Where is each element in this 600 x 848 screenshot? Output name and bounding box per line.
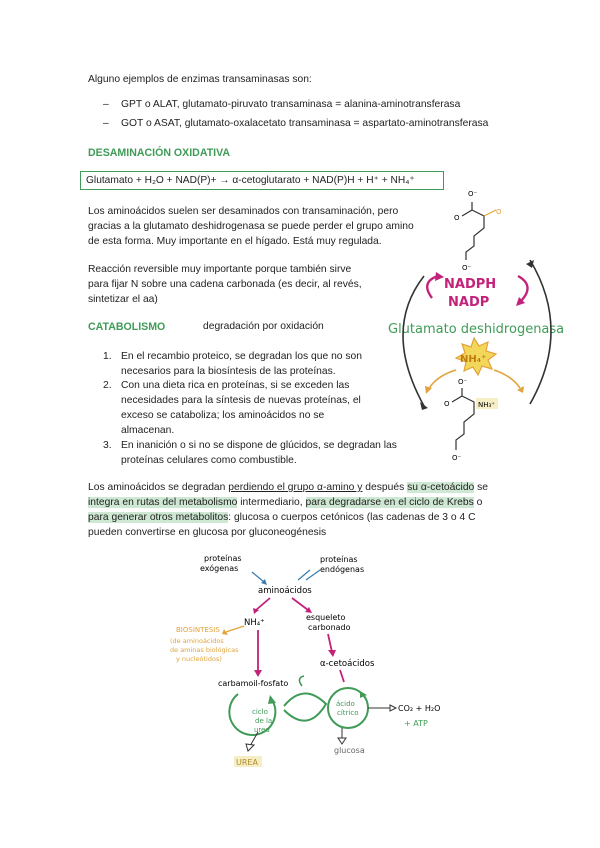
- intro-text: Alguno ejemplos de enzimas transaminasas son:: [88, 74, 312, 85]
- list-item-line: necesarios para la biosíntesis de las proteínas.: [121, 366, 336, 377]
- paragraph-line: sintetizar el aa): [88, 294, 158, 305]
- biosintesis-note: (de aminoácidos: [170, 637, 224, 645]
- nadph-label: NADPH: [444, 277, 497, 292]
- nh4-arrow-left: [428, 370, 456, 390]
- section-heading-catabolismo: CATABOLISMO: [88, 321, 166, 333]
- orange-arrow: [226, 626, 244, 632]
- urea-cycle-label: de la: [255, 717, 273, 725]
- urea-cycle-label: ciclo: [252, 708, 268, 716]
- magenta-arrow: [340, 670, 344, 682]
- arrowhead: [435, 272, 444, 281]
- bullet-dash: –: [103, 99, 109, 110]
- paragraph-line: para fijar N sobre una cadena carbonada (es decir, al revés,: [88, 279, 362, 290]
- prot-exo-label: exógenas: [200, 564, 239, 573]
- bullet-dash: –: [103, 118, 109, 129]
- prot-endo-label: proteínas: [320, 555, 358, 564]
- arrowhead: [338, 738, 346, 744]
- bullet-item: GOT o ASAT, glutamato-oxalacetato transaminasa = aspartato-aminotransferasa: [121, 118, 489, 129]
- arrowhead: [328, 650, 336, 657]
- arrowhead: [420, 402, 428, 410]
- gdh-diagram: [380, 180, 580, 470]
- o-minus-label: O⁻: [452, 454, 462, 462]
- prot-exo-label: proteínas: [204, 554, 242, 563]
- paragraph-line: Los aminoácidos suelen ser desaminados con transaminación, pero: [88, 206, 399, 217]
- green-arrow: [299, 676, 304, 686]
- catabolism-diagram: [160, 548, 440, 774]
- ketoglutarate-structure: [462, 202, 496, 260]
- paragraph-line: integra en rutas del metabolismo intermediario, para degradarse en el ciclo de Krebs o: [88, 497, 483, 508]
- nh4-arrow-right: [494, 370, 520, 388]
- paragraph-line: Reacción reversible muy importante porque también sirve: [88, 264, 352, 275]
- blue-arrow: [252, 572, 264, 582]
- paragraph-line: Los aminoácidos se degradan perdiendo el grupo α-amino y después su α-cetoácido se: [88, 482, 489, 493]
- biosintesis-label: BIOSÍNTESIS: [176, 626, 220, 634]
- list-number: 3.: [103, 440, 112, 451]
- citric-cycle-label: cítrico: [337, 709, 359, 717]
- citric-cycle-label: ácido: [336, 700, 355, 708]
- list-item-line: necesidades para la síntesis de nuevas proteínas, el: [121, 395, 361, 406]
- o-label: O: [444, 400, 450, 408]
- list-item-line: En inanición o si no se dispone de glúcidos, se degradan las: [121, 440, 397, 451]
- enzyme-label: Glutamato deshidrogenasa: [388, 322, 565, 337]
- arrowhead: [425, 386, 432, 394]
- aminoacidos-label: aminoácidos: [258, 586, 312, 596]
- paragraph-line: de esta forma. Muy importante en el hígado. Está muy regulada.: [88, 236, 382, 247]
- link-cycle: [284, 693, 326, 720]
- nh3-label: NH₃⁺: [478, 401, 496, 409]
- urea-label: UREA: [236, 758, 258, 767]
- list-item-line: almacenan.: [121, 425, 175, 436]
- arrowhead: [390, 705, 396, 711]
- glutamate-structure: [452, 388, 474, 450]
- list-item-line: proteínas celulares como combustible.: [121, 455, 297, 466]
- o-minus-label: O⁻: [468, 190, 478, 198]
- biosintesis-note: y nucleótidos): [176, 655, 222, 663]
- list-number: 2.: [103, 380, 112, 391]
- o-label: O: [454, 214, 460, 222]
- atp-label: + ATP: [404, 719, 428, 728]
- esqueleto-label: carbonado: [308, 623, 351, 632]
- list-number: 1.: [103, 351, 112, 362]
- o-minus-label: O⁻: [458, 378, 468, 386]
- o-minus-label: O⁻: [462, 264, 472, 272]
- arrowhead: [246, 744, 254, 751]
- paragraph-line: para generar otros metabolitos: glucosa o cuerpos cetónicos (las cadenas de 3 o 4 C: [88, 512, 476, 523]
- esqueleto-label: esqueleto: [306, 613, 346, 622]
- paragraph-line: pueden convertirse en glucosa por gluconeogénesis: [88, 527, 327, 538]
- nadp-label: NADP: [448, 295, 490, 310]
- section-subtitle: degradación por oxidación: [203, 321, 324, 332]
- alfa-ceto-label: α-cetoácidos: [320, 659, 375, 669]
- biosintesis-note: de aminas biológicas: [170, 646, 239, 654]
- magenta-arrow: [256, 598, 270, 610]
- nh4-label: NH₄⁺: [244, 618, 265, 628]
- arrowhead: [254, 670, 262, 677]
- equation-box: Glutamato + H₂O + NAD(P)+ → α-cetoglutarato + NAD(P)H + H⁺ + NH₄⁺: [80, 171, 444, 190]
- section-heading-desaminacion: DESAMINACIÓN OXIDATIVA: [88, 147, 231, 159]
- carbamoil-label: carbamoil-fosfato: [218, 679, 289, 688]
- magenta-arrow: [292, 598, 308, 610]
- arrowhead: [517, 386, 524, 393]
- o-keto-label: O: [496, 208, 502, 216]
- prot-endo-label: endógenas: [320, 565, 365, 574]
- arrowhead: [268, 695, 276, 704]
- left-arc-arrow: [403, 276, 424, 406]
- nh4-label: NH₄⁺: [460, 354, 487, 365]
- magenta-arrow: [328, 634, 332, 652]
- co2-label: CO₂ + H₂O: [398, 704, 440, 713]
- list-item-line: Con una dieta rica en proteínas, si se exceden las: [121, 380, 350, 391]
- list-item-line: En el recambio proteico, se degradan los que no son: [121, 351, 362, 362]
- list-item-line: exceso se cataboliza; los aminoácidos no se: [121, 410, 325, 421]
- bullet-item: GPT o ALAT, glutamato-piruvato transaminasa = alanina-aminotransferasa: [121, 99, 461, 110]
- paragraph-line: gracias a la glutamato deshidrogenasa se puede perder el grupo amino: [88, 221, 414, 232]
- glucosa-label: glucosa: [334, 746, 365, 755]
- urea-cycle-label: urea: [254, 726, 270, 734]
